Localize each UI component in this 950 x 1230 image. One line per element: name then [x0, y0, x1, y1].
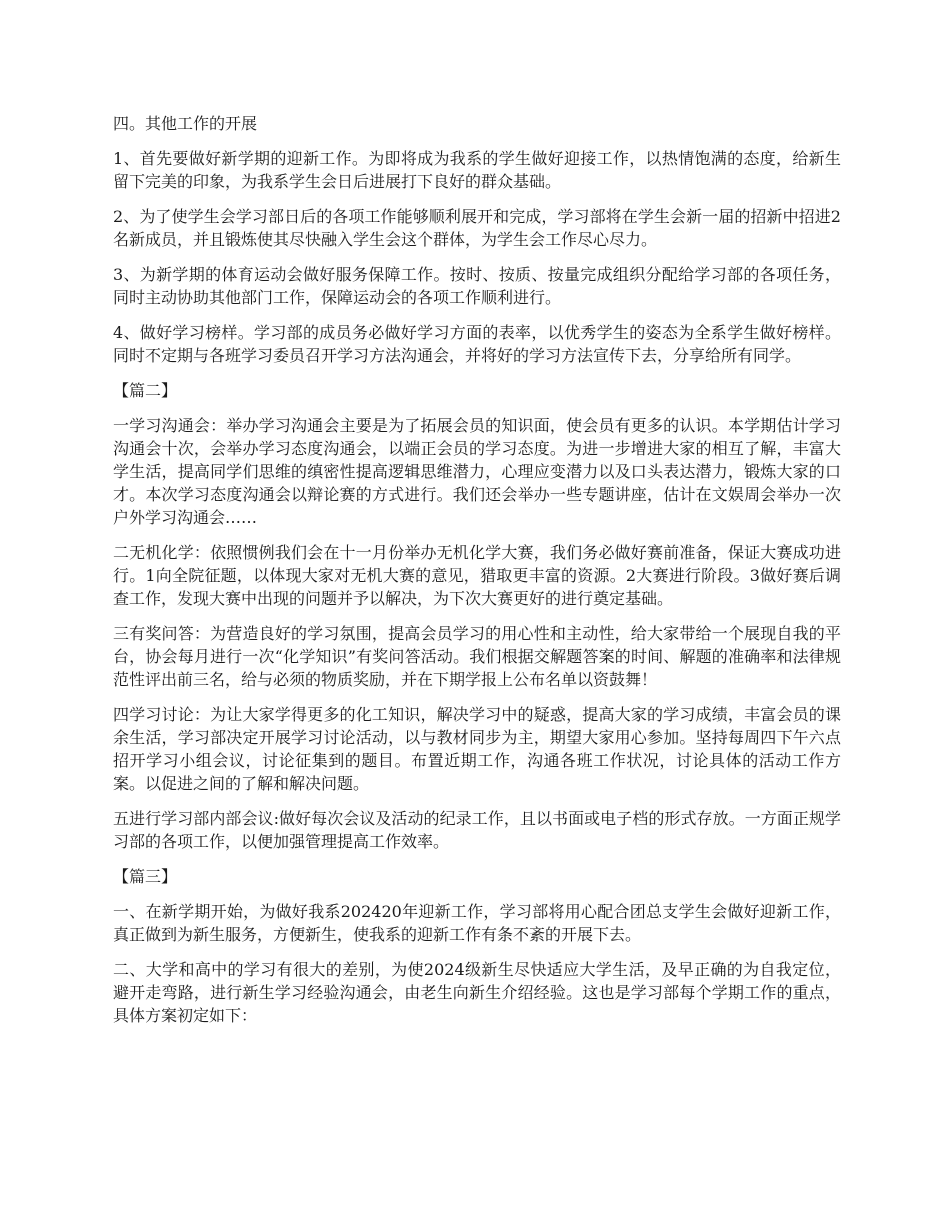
- paragraph: 一、在新学期开始，为做好我系202420年迎新工作，学习部将用心配合团总支学生会做好迎新工作，真正做到为新生服务，方便新生，使我系的迎新工作有条不紊的开展下去。: [113, 902, 841, 944]
- section-heading: 【篇二】: [113, 381, 178, 400]
- paragraph: 2、为了使学生会学习部日后的各项工作能够顺利展开和完成，学习部将在学生会新一届的招新中招进2名新成员，并且锻炼使其尽快融入学生会这个群体，为学生会工作尽心尽力。: [113, 207, 841, 249]
- paragraph: 3、为新学期的体育运动会做好服务保障工作。按时、按质、按量完成组织分配给学习部的各项任务，同时主动协助其他部门工作，保障运动会的各项工作顺利进行。: [113, 265, 841, 307]
- paragraph: 五进行学习部内部会议:做好每次会议及活动的纪录工作，且以书面或电子档的形式存放。一方面正规学习部的各项工作，以便加强管理提高工作效率。: [113, 809, 841, 851]
- paragraph: 二无机化学：依照惯例我们会在十一月份举办无机化学大赛，我们务必做好赛前准备，保证大赛成功进行。1向全院征题，以体现大家对无机大赛的意见，猎取更丰富的资源。2大赛进行阶段。3做好赛后调查工作，发现大赛中出现的问题并予以解决，为下次大赛更好的进行奠定基础。: [113, 543, 841, 608]
- document-page: [113, 112, 841, 1039]
- paragraph: 4、做好学习榜样。学习部的成员务必做好学习方面的表率，以优秀学生的姿态为全系学生做好榜样。同时不定期与各班学习委员召开学习方法沟通会，并将好的学习方法宣传下去，分享给所有同学。: [113, 323, 841, 365]
- paragraph: 二、大学和高中的学习有很大的差别，为使2024级新生尽快适应大学生活，及早正确的为自我定位，避开走弯路，进行新生学习经验沟通会，由老生向新生介绍经验。这也是学习部每个学期工作的重点，具体方案初定如下：: [113, 960, 841, 1025]
- paragraph: 一学习沟通会：举办学习沟通会主要是为了拓展会员的知识面，使会员有更多的认识。本学期估计学习沟通会十次，会举办学习态度沟通会，以端正会员的学习态度。为进一步增进大家的相互了解，丰富大学生活，提高同学们思维的缜密性提高逻辑思维潜力，心理应变潜力以及口头表达潜力，锻炼大家的口才。本次学习态度沟通会以辩论赛的方式进行。我们还会举办一些专题讲座，估计在文娱周会举办一次户外学习沟通会……: [113, 416, 841, 527]
- paragraph: 四学习讨论：为让大家学得更多的化工知识，解决学习中的疑惑，提高大家的学习成绩，丰富会员的课余生活，学习部决定开展学习讨论活动，以与教材同步为主，期望大家用心参加。坚持每周四下午六点招开学习小组会议，讨论征集到的题目。布置近期工作，沟通各班工作状况，讨论具体的活动工作方案。以促进之间的了解和解决问题。: [113, 705, 841, 793]
- paragraph: 1、首先要做好新学期的迎新工作。为即将成为我系的学生做好迎接工作，以热情饱满的态度，给新生留下完美的印象，为我系学生会日后进展打下良好的群众基础。: [113, 149, 841, 191]
- section-heading: 【篇三】: [113, 867, 178, 886]
- section-heading: 四。其他工作的开展: [113, 114, 258, 133]
- paragraph: 三有奖问答：为营造良好的学习氛围，提高会员学习的用心性和主动性，给大家带给一个展现自我的平台，协会每月进行一次“化学知识”有奖问答活动。我们根据交解题答案的时间、解题的准确率和法律规范性评出前三名，给与必须的物质奖励，并在下期学报上公布名单以资鼓舞！: [113, 624, 841, 689]
